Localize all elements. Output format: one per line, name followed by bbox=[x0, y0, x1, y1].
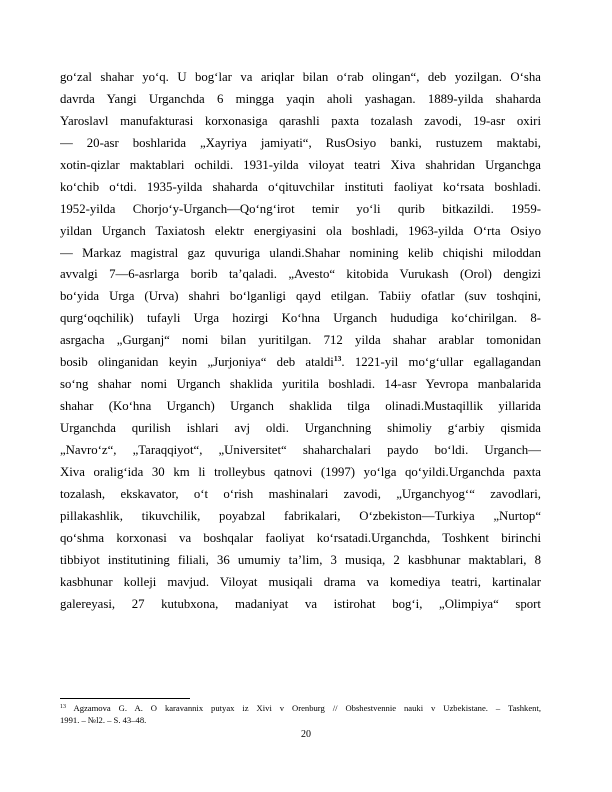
text-line: — 20-asr boshlarida „Xayriya jamiyati“, RusOsiyo banki, rustuzem maktabi, bbox=[60, 135, 541, 150]
text-line-with-footnote bbox=[60, 352, 541, 374]
text-line: avvalgi 7—6-asrlarga borib taʼqaladi. „Avesto“ kitobida Vurukash (Orol) dengizi bbox=[60, 267, 541, 282]
text-line: pillakashlik, tikuvchilik, poyabzal fabrikalari, Oʻzbekiston—Turkiya „Nurtop“ bbox=[60, 508, 541, 523]
text-line: koʻchib oʻtdi. 1935-yilda shaharda oʻqituvchilar instituti faoliyat koʻrsata boshladi. bbox=[60, 179, 541, 194]
document-body bbox=[60, 67, 541, 615]
text-line: shahar (Koʻhna Urganch) Urganch shaklida tilga olinadi.Mustaqillik yillarida bbox=[60, 399, 541, 414]
text-line: qoʻshma korxonasi va boshqalar faoliyat koʻrsatadi.Urganchda, Toshkent birinchi bbox=[60, 530, 541, 545]
text-line: yildan Urganch Taxiatosh elektr energiyasini ola boshladi, 1963-yilda Oʻrta Osiyo bbox=[60, 223, 541, 238]
text-line: „Navroʻz“, „Taraqqiyot“, „Universitet“ shaharchalari paydo boʻldi. Urganch— bbox=[60, 442, 541, 457]
text-line: tozalash, ekskavator, oʻt oʻrish mashinalari zavodi, „Urganchyogʻ“ zavodlari, bbox=[60, 486, 541, 501]
text-segment: . 1221-yil moʻgʻullar egallagandan bbox=[341, 355, 541, 370]
text-line: — Markaz magistral gaz quvuriga ulandi.Shahar nomining kelib chiqishi miloddan bbox=[60, 245, 541, 260]
footnote bbox=[60, 702, 541, 726]
text-line: boʻyida Urga (Urva) shahri boʻlganligi qayd etilgan. Tabiiy ofatlar (suv toshqini, bbox=[60, 289, 541, 304]
text-line: qurgʻoqchilik) tufayli Urga hozirgi Koʻhna Urganch hududiga koʻchirilgan. 8- bbox=[60, 311, 541, 326]
text-line: goʻzal shahar yoʻq. U bogʻlar va ariqlar bilan oʻrab olingan“, deb yozilgan. Oʻsha bbox=[60, 70, 541, 84]
text-line: Urganchda qurilish ishlari avj oldi. Urganchning shimoliy gʻarbiy qismida bbox=[60, 421, 541, 435]
text-line: kasbhunar kolleji mavjud. Viloyat musiqali drama va komediya teatri, kartinalar bbox=[60, 574, 541, 589]
text-line: galereyasi, 27 kutubxona, madaniyat va istirohat bogʻi, „Olimpiya“ sport bbox=[60, 596, 541, 611]
text-line: Xiva oraligʻida 30 km li trolleybus qatnovi (1997) yoʻlga qoʻyildi.Urganchda paxta bbox=[60, 464, 541, 479]
footnote-text: Agzamova G. A. O karavannix putyax iz Xivi v Orenburg // Obshestvennie nauki v Uzbekistane. – Tashkent, bbox=[73, 703, 541, 713]
page-number: 20 bbox=[301, 729, 311, 740]
footnote-line bbox=[60, 702, 541, 714]
text-line: Yaroslavl manufakturasi korxonasiga qarashli paxta tozalash zavodi, 19-asr oxiri bbox=[60, 113, 541, 128]
footnote-line: 1991. – №l2. – S. 43–48. bbox=[60, 715, 147, 725]
text-line: 1952-yilda Chorjoʻy-Urganch—Qoʻngʻirot temir yoʻli qurib bitkazildi. 1959- bbox=[60, 201, 541, 216]
text-line: soʻng shahar nomi Urganch shaklida yuritila boshladi. 14-asr Yevropa manbalarida bbox=[60, 377, 541, 392]
text-line: davrda Yangi Urganchda 6 mingga yaqin aholi yashagan. 1889-yilda shaharda bbox=[60, 91, 541, 106]
text-line: tibbiyot institutining filiali, 36 umumiy taʼlim, 3 musiqa, 2 kasbhunar maktablari, 8 bbox=[60, 552, 541, 567]
footnote-separator bbox=[60, 698, 190, 699]
footnote-number: 13 bbox=[60, 704, 66, 710]
text-line: xotin-qizlar maktablari ochildi. 1931-yilda viloyat teatri Xiva shahridan Urganchga bbox=[60, 157, 541, 172]
footnote-reference[interactable]: 13 bbox=[333, 354, 342, 364]
text-line: asrgacha „Gurganj“ nomi bilan yuritilgan. 712 yilda shahar arablar tomonidan bbox=[60, 333, 541, 348]
text-segment: bosib olinganidan keyin „Jurjoniya“ deb ataldi bbox=[60, 355, 334, 370]
